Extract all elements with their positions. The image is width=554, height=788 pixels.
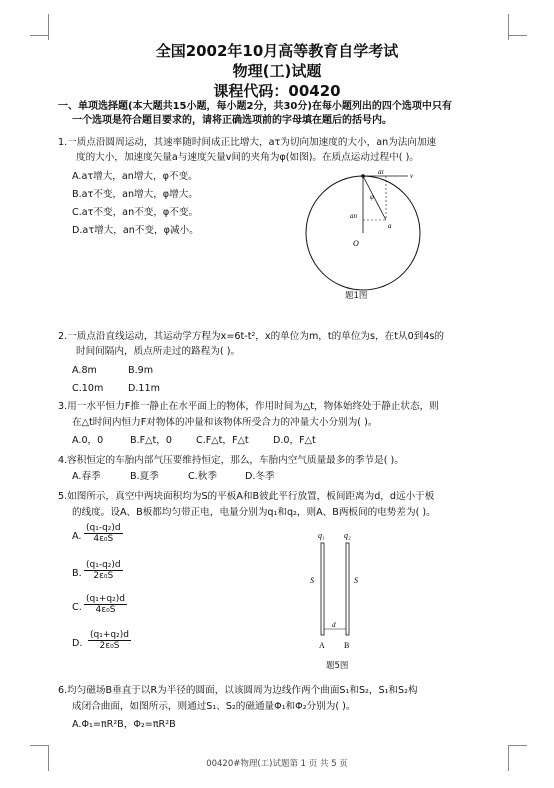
q1-stem: 1.一质点沿圆周运动，其速率随时间成正比增大，aτ为切向加速度的大小，an为法向加速 (58, 137, 437, 148)
q3-stem: 3.用一水平恒力F推一静止在水平面上的物体，作用时间为△t，物体始终处于静止状态，则 (58, 401, 439, 412)
q5-option-c-fraction (84, 594, 127, 615)
q6-stem-cont: 成闭合曲面，如图所示，则通过S₁、S₂的磁通量Φ₁和Φ₂分别为( )。 (72, 701, 356, 712)
q2-stem-cont: 时间间隔内，质点所走过的路程为( )。 (76, 346, 241, 357)
q5-option-b-label: B. (72, 568, 82, 579)
q1-option-d: D.aτ增大，an不变，φ减小。 (72, 225, 199, 236)
q5-plates-figure (300, 528, 380, 658)
q4-option-b: B.夏季 (130, 471, 159, 482)
q5-option-d-num: (q₁+q₂)d (90, 630, 129, 640)
q2-option-d: D.11m (128, 383, 160, 394)
q5-stem-cont: 的线度。设A、B板都均匀带正电，电量分别为q₁和q₂，则A、B两板间的电势差为( )。 (72, 507, 436, 518)
q5-stem: 5.如图所示，真空中两块面积均为S的平板A和B彼此平行放置，板间距离为d，d远小于板 (58, 491, 435, 502)
label-plate-b: B (344, 641, 350, 650)
q1-option-a: A.aτ增大，an增大，φ不变。 (72, 171, 198, 182)
label-phi: φ (370, 193, 374, 201)
q4-option-d: D.冬季 (245, 471, 275, 482)
plate-b (346, 543, 349, 635)
q2-option-a: A.8m (72, 365, 97, 376)
q5-option-a-label: A. (72, 531, 82, 542)
q6-stem: 6.均匀磁场B垂直于以R为半径的圆面，以该圆周为边线作两个曲面S₁和S₂，S₁和S₂构 (58, 685, 418, 696)
course-code: 课程代码：00420 (213, 82, 341, 100)
q4-stem: 4.容积恒定的车胎内部气压要维持恒定，那么，车胎内空气质量最多的季节是( )。 (58, 455, 404, 466)
section-heading-cont: 一个选项是符合题目要求的，请将正确选项前的字母填在题后的括号内。 (72, 115, 392, 126)
q3-option-b: B.F△t，0 (130, 435, 172, 446)
q5-option-c-label: C. (72, 602, 82, 613)
label-at: aτ (378, 168, 385, 176)
section-heading: 一、单项选择题(本大题共15小题，每小题2分，共30分)在每小题列出的四个选项中只有 (58, 101, 452, 112)
q1-figure-caption: 题1图 (345, 291, 368, 301)
label-d: d (332, 621, 336, 629)
q2-stem: 2.一质点沿直线运动，其运动学方程为x=6t-t²，x的单位为m，t的单位为s，在t从0到4s的 (58, 331, 444, 342)
q5-option-d-label: D. (72, 638, 83, 649)
exam-title: 全国2002年10月高等教育自学考试 (155, 42, 399, 60)
label-s-left: S (310, 576, 314, 585)
q5-option-c-den: 4ε₀S (95, 605, 116, 615)
label-o: O (353, 239, 359, 248)
q4-option-c: C.秋季 (188, 471, 217, 482)
q2-option-c: C.10m (72, 383, 104, 394)
q5-option-b-den: 2ε₀S (93, 571, 114, 581)
q5-option-b-fraction (84, 560, 123, 581)
label-an: an (350, 212, 357, 220)
q1-option-c: C.aτ不变，an不变，φ不变。 (72, 207, 199, 218)
q4-option-a: A.春季 (72, 471, 101, 482)
q5-option-a-num: (q₁-q₂)d (86, 523, 121, 533)
page-footer: 00420#物理(工)试题第 1 页 共 5 页 (206, 759, 348, 769)
label-q2: q₂ (344, 531, 351, 540)
q5-option-d-den: 2ε₀S (99, 641, 120, 651)
q5-option-a-fraction (84, 523, 123, 544)
q1-option-b: B.aτ不变，an增大，φ增大。 (72, 189, 198, 200)
label-plate-a: A (319, 641, 325, 650)
label-v: v (410, 172, 414, 180)
q1-stem-cont: 度的大小，加速度矢量a与速度矢量v间的夹角为φ(如图)。在质点运动过程中( )。 (76, 152, 419, 163)
q6-option-a: A.Φ₁=πR²B，Φ₂=πR²B (72, 719, 176, 730)
q3-option-c: C.F△t，F△t (196, 435, 249, 446)
q3-option-a: A.0，0 (72, 435, 104, 446)
exam-subject: 物理(工)试题 (232, 62, 322, 80)
q5-option-d-fraction (88, 630, 131, 651)
label-q1: q₁ (318, 531, 325, 540)
label-a: a (388, 222, 392, 230)
q5-figure-caption: 题5图 (326, 661, 349, 671)
q5-option-c-num: (q₁+q₂)d (86, 594, 125, 604)
q5-option-a-den: 4ε₀S (93, 534, 114, 544)
q3-stem-cont: 在△t时间内恒力F对物体的冲量和该物体所受合力的冲量大小分别为( )。 (72, 417, 378, 428)
plate-a (321, 543, 324, 635)
q2-option-b: B.9m (128, 365, 154, 376)
q5-option-b-num: (q₁-q₂)d (86, 560, 121, 570)
q1-circle-figure (300, 166, 430, 306)
label-s-right: S (354, 576, 358, 585)
q3-option-d: D.0，F△t (273, 435, 316, 446)
